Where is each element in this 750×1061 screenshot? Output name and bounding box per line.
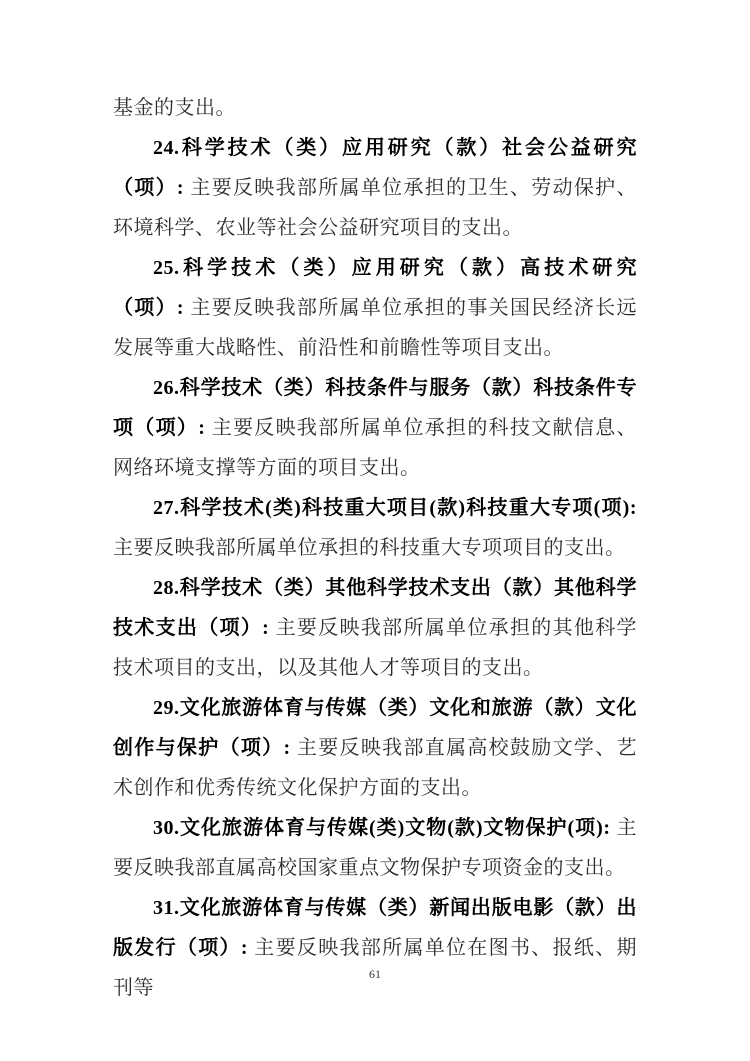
clause-body: 主要反映我部直属高校鼓励文学、艺术创作和优秀传统文化保护方面的支出。: [113, 737, 637, 799]
clause-heading: 24.科学技术（类）应用研究（款）社会公益研究（项）:: [113, 137, 637, 199]
clause-body: 基金的支出。: [113, 97, 236, 119]
paragraph: [113, 128, 637, 248]
clause-body: 主要反映我部所属单位承担的卫生、劳动保护、环境科学、农业等社会公益研究项目的支出。: [113, 177, 637, 239]
clause-body: 主要反映我部所属单位承担的科技重大专项项目的支出。: [113, 537, 626, 559]
paragraph: [113, 488, 637, 568]
document-body: [113, 88, 637, 1008]
clause-body: 主要反映我部所属单位在图书、报纸、期刊等: [113, 937, 637, 999]
clause-heading: 28.科学技术（类）其他科学技术支出（款）其他科学技术支出（项）:: [113, 577, 637, 639]
paragraph: [113, 88, 637, 128]
clause-heading: 30.文化旅游体育与传媒(类)文物(款)文物保护(项):: [153, 817, 611, 839]
clause-body: 主要反映我部所属单位承担的科技文献信息、网络环境支撑等方面的项目支出。: [113, 417, 637, 479]
page-number: 61: [369, 967, 381, 981]
paragraph: [113, 568, 637, 688]
clause-heading: 26.科学技术（类）科技条件与服务（款）科技条件专项（项）:: [113, 377, 637, 439]
clause-heading: 29.文化旅游体育与传媒（类）文化和旅游（款）文化创作与保护（项）:: [113, 697, 637, 759]
clause-heading: 27.科学技术(类)科技重大项目(款)科技重大专项(项):: [153, 497, 637, 519]
clause-heading: 31.文化旅游体育与传媒（类）新闻出版电影（款）出版发行（项）:: [113, 897, 637, 959]
clause-body: 主要反映我部所属单位承担的其他科学技术项目的支出，以及其他人才等项目的支出。: [113, 617, 638, 679]
paragraph: [113, 808, 637, 888]
clause-body: 主要反映我部直属高校国家重点文物保护专项资金的支出。: [113, 817, 638, 879]
paragraph: [113, 888, 637, 1008]
paragraph: [113, 688, 637, 808]
clause-body: 主要反映我部所属单位承担的事关国民经济长远发展等重大战略性、前沿性和前瞻性等项目支出。: [113, 297, 637, 359]
paragraph: [113, 248, 637, 368]
clause-heading: 25.科学技术（类）应用研究（款）高技术研究（项）:: [113, 257, 637, 319]
paragraph: [113, 368, 637, 488]
